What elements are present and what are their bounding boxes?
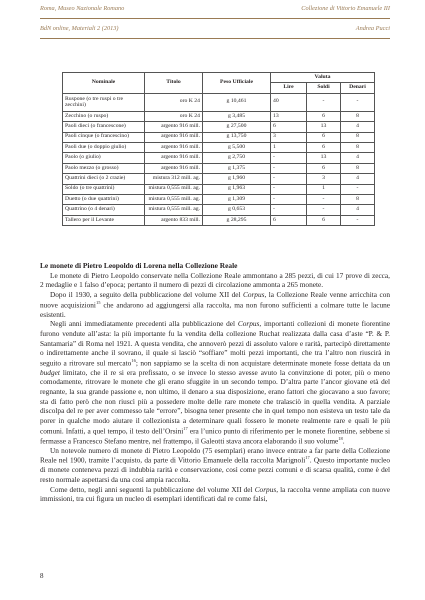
- cell-nominale: Paoli due (o doppio giulio): [63, 142, 145, 152]
- cell-peso: g 1,960: [203, 174, 271, 184]
- cell-lire: 6: [271, 122, 307, 132]
- cell-denari: 8: [341, 163, 375, 173]
- cell-soldi: -: [307, 194, 341, 204]
- col-soldi: Soldi: [307, 83, 341, 93]
- cell-titolo: oro K 24: [145, 93, 203, 111]
- cell-peso: g 1,963: [203, 184, 271, 194]
- cell-denari: -: [341, 184, 375, 194]
- table-row: [63, 163, 375, 173]
- cell-lire: -: [271, 153, 307, 163]
- header-author: Andrea Pucci: [355, 25, 390, 32]
- cell-nominale: Ruspone (o tre ruspi o tre zecchini): [63, 93, 145, 111]
- cell-soldi: 13: [307, 122, 341, 132]
- table-row: [63, 205, 375, 215]
- col-valuta: Valuta: [271, 73, 375, 83]
- cell-peso: g 0,653: [203, 205, 271, 215]
- cell-lire: -: [271, 205, 307, 215]
- cell-lire: -: [271, 174, 307, 184]
- table-row: [63, 194, 375, 204]
- cell-nominale: Duetto (o due quattrini): [63, 194, 145, 204]
- cell-soldi: 13: [307, 153, 341, 163]
- cell-titolo: mistura 0,555 mill. ag.: [145, 194, 203, 204]
- cell-lire: 3: [271, 132, 307, 142]
- cell-soldi: 6: [307, 111, 341, 121]
- coin-value-table: [62, 72, 375, 226]
- cell-denari: 4: [341, 122, 375, 132]
- cell-peso: g 5,500: [203, 142, 271, 152]
- cell-titolo: mistura 312 mill. ag.: [145, 174, 203, 184]
- cell-denari: 4: [341, 153, 375, 163]
- paragraph-1: Le monete di Pietro Leopoldo conservate nella Collezione Reale ammontano a 285 pezzi, di cui 17 prove di zecca, 2 medaglie e 1 falso d’epoca; pertanto il numero di pezzi di circolazione ammonta a 265 monete.: [40, 270, 390, 290]
- section-heading: Le monete di Pietro Leopoldo di Lorena nella Collezione Reale: [40, 261, 238, 270]
- cell-soldi: 6: [307, 132, 341, 142]
- cell-lire: -: [271, 163, 307, 173]
- cell-denari: 4: [341, 174, 375, 184]
- col-peso: Peso Ufficiale: [203, 73, 271, 94]
- cell-soldi: 6: [307, 163, 341, 173]
- cell-titolo: mistura 0,555 mill. ag.: [145, 205, 203, 215]
- cell-titolo: argento 916 mill.: [145, 122, 203, 132]
- col-nominale: Nominale: [63, 73, 145, 94]
- table-row: [63, 122, 375, 132]
- cell-nominale: Paolo (o giulio): [63, 153, 145, 163]
- article-section: [40, 261, 390, 504]
- paragraph-2: Dopo il 1930, a seguito della pubblicazione del volume XII del Corpus, la Collezione Reale venne arricchita con nuove acquisizioni$^{15}$ che andarono ad aggiungersi alla raccolta, ma non furono sufficienti a colmare tutte le lacune esistenti.: [40, 290, 390, 319]
- table-row: [63, 184, 375, 194]
- running-header-bottom: [40, 24, 390, 34]
- cell-peso: g 28,295: [203, 215, 271, 225]
- cell-titolo: oro K 24: [145, 111, 203, 121]
- cell-nominale: Quattrino (o 4 denari): [63, 205, 145, 215]
- cell-soldi: 6: [307, 215, 341, 225]
- paragraph-3: Negli anni immediatamente precedenti alla pubblicazione del Corpus, importanti collezioni di monete fiorentine furono vendute all’asta: la più importante fu la vendita della collezione Ruchat realizzata dalla casa d’aste “P. & P. Santamaria” di Roma nel 1921. A questa vendita, che annoverò pezzi di assoluto valore e rarità, partecipò direttamente o indirettamente anche il sovrano, il quale si lasciò “soffiare” molti pezzi importanti, che tra l’altro non riuscirà in seguito a ritrovare sul mercato$^{16}$; non sappiamo se la scelta di non acquistare determinate monete fosse dettata da un budget limitato, che il re si era prefissato, o se invece lo stesso avesse avuto la convinzione di poter, più o meno comodamente, ritrovare le monete che gli erano sfuggite in un secondo tempo. D’altra parte l’ancor giovane età del regnante, la sua grande passione e, non ultimo, il denaro a sua disposizione, erano fattori che giocavano a suo favore; sta di fatto però che non riuscì più a possedere molte delle rare monete che tralasciò in quella vendita. A parziale discolpa del re per aver commesso tale “errore”, bisogna tener presente che in quel tempo non esisteva un testo tale da porer in qualche modo aiutare il collezionista a determinare quali fossero le monete realmente rare e quali le più comuni. Infatti, a quel tempo, il testo dell’Orsini$^{17}$ era l’unico punto di riferimento per le monete fiorentine, sebbene si fermasse a Francesco Stefano mentre, nel frattempo, il Galeotti stava ancora elaborando il suo volume$^{18}$.: [40, 319, 390, 446]
- table-row: [63, 93, 375, 111]
- header-rule-top: [40, 18, 390, 19]
- cell-titolo: argento 833 mill.: [145, 215, 203, 225]
- cell-peso: g 1,309: [203, 194, 271, 204]
- cell-titolo: argento 916 mill.: [145, 142, 203, 152]
- cell-denari: -: [341, 215, 375, 225]
- table-row: [63, 174, 375, 184]
- cell-soldi: -: [307, 93, 341, 111]
- cell-nominale: Paoli cinque (o francescino): [63, 132, 145, 142]
- table-row: [63, 142, 375, 152]
- cell-denari: -: [341, 93, 375, 111]
- cell-soldi: -: [307, 205, 341, 215]
- cell-nominale: Soldo (o tre quattrini): [63, 184, 145, 194]
- cell-denari: 8: [341, 194, 375, 204]
- header-journal: BdN online, Materiali 2 (2013): [40, 25, 119, 32]
- cell-nominale: Paolo mezzo (o grosso): [63, 163, 145, 173]
- col-titolo: Titolo: [145, 73, 203, 94]
- col-lire: Lire: [271, 83, 307, 93]
- cell-peso: g 13,750: [203, 132, 271, 142]
- page-number: 8: [40, 572, 44, 580]
- cell-titolo: argento 916 mill.: [145, 132, 203, 142]
- paragraph-4: Un notevole numero di monete di Pietro Leopoldo (75 esemplari) erano invece entrate a far parte della Collezione Reale nel 1900, tramite l’acquisto, da parte di Vittorio Emanuele della raccolta Marignoli$^{17}$. Questo importante nucleo di monete conteneva pezzi di indubbia rarità e conservazione, così come pezzi comuni e di scarsa qualità, come è del resto normale aspettarsi da una così ampia raccolta.: [40, 445, 391, 484]
- cell-lire: 40: [271, 93, 307, 111]
- cell-nominale: Tallero per il Levante: [63, 215, 145, 225]
- cell-peso: g 27,500: [203, 122, 271, 132]
- cell-peso: g 1,375: [203, 163, 271, 173]
- cell-lire: 13: [271, 111, 307, 121]
- table-row: [63, 132, 375, 142]
- cell-nominale: Quattrini dieci (o 2 crazie): [63, 174, 145, 184]
- cell-denari: 8: [341, 142, 375, 152]
- header-collection: Collezione di Vittorio Emanuele III: [301, 5, 390, 12]
- table-row: [63, 215, 375, 225]
- cell-denari: 4: [341, 205, 375, 215]
- cell-peso: g 2,750: [203, 153, 271, 163]
- header-rule-bottom: [40, 38, 390, 39]
- table-row: [63, 111, 375, 121]
- cell-denari: 8: [341, 111, 375, 121]
- col-denari: Denari: [341, 83, 375, 93]
- cell-peso: g 3,485: [203, 111, 271, 121]
- table-row: [63, 153, 375, 163]
- cell-lire: 6: [271, 215, 307, 225]
- cell-lire: -: [271, 194, 307, 204]
- coin-table-body: [63, 93, 375, 225]
- paragraph-5: Come detto, negli anni seguenti la pubblicazione del volume XII del Corpus, la raccolta venne ampliata con nuove immissioni, tra cui figura un nucleo di esemplari identificati dal re come falsi,: [40, 484, 390, 504]
- cell-lire: 1: [271, 142, 307, 152]
- cell-nominale: Zecchino (o ruspo): [63, 111, 145, 121]
- cell-soldi: 6: [307, 142, 341, 152]
- header-museum: Roma, Museo Nazionale Romano: [40, 5, 125, 12]
- cell-denari: 8: [341, 132, 375, 142]
- cell-lire: -: [271, 184, 307, 194]
- cell-titolo: mistura 0,555 mill. ag.: [145, 184, 203, 194]
- cell-peso: g 10,461: [203, 93, 271, 111]
- cell-nominale: Paoli dieci (o francescone): [63, 122, 145, 132]
- cell-titolo: argento 916 mill.: [145, 153, 203, 163]
- cell-soldi: 3: [307, 174, 341, 184]
- running-header-top: [40, 4, 390, 14]
- cell-soldi: 1: [307, 184, 341, 194]
- cell-titolo: argento 916 mill.: [145, 163, 203, 173]
